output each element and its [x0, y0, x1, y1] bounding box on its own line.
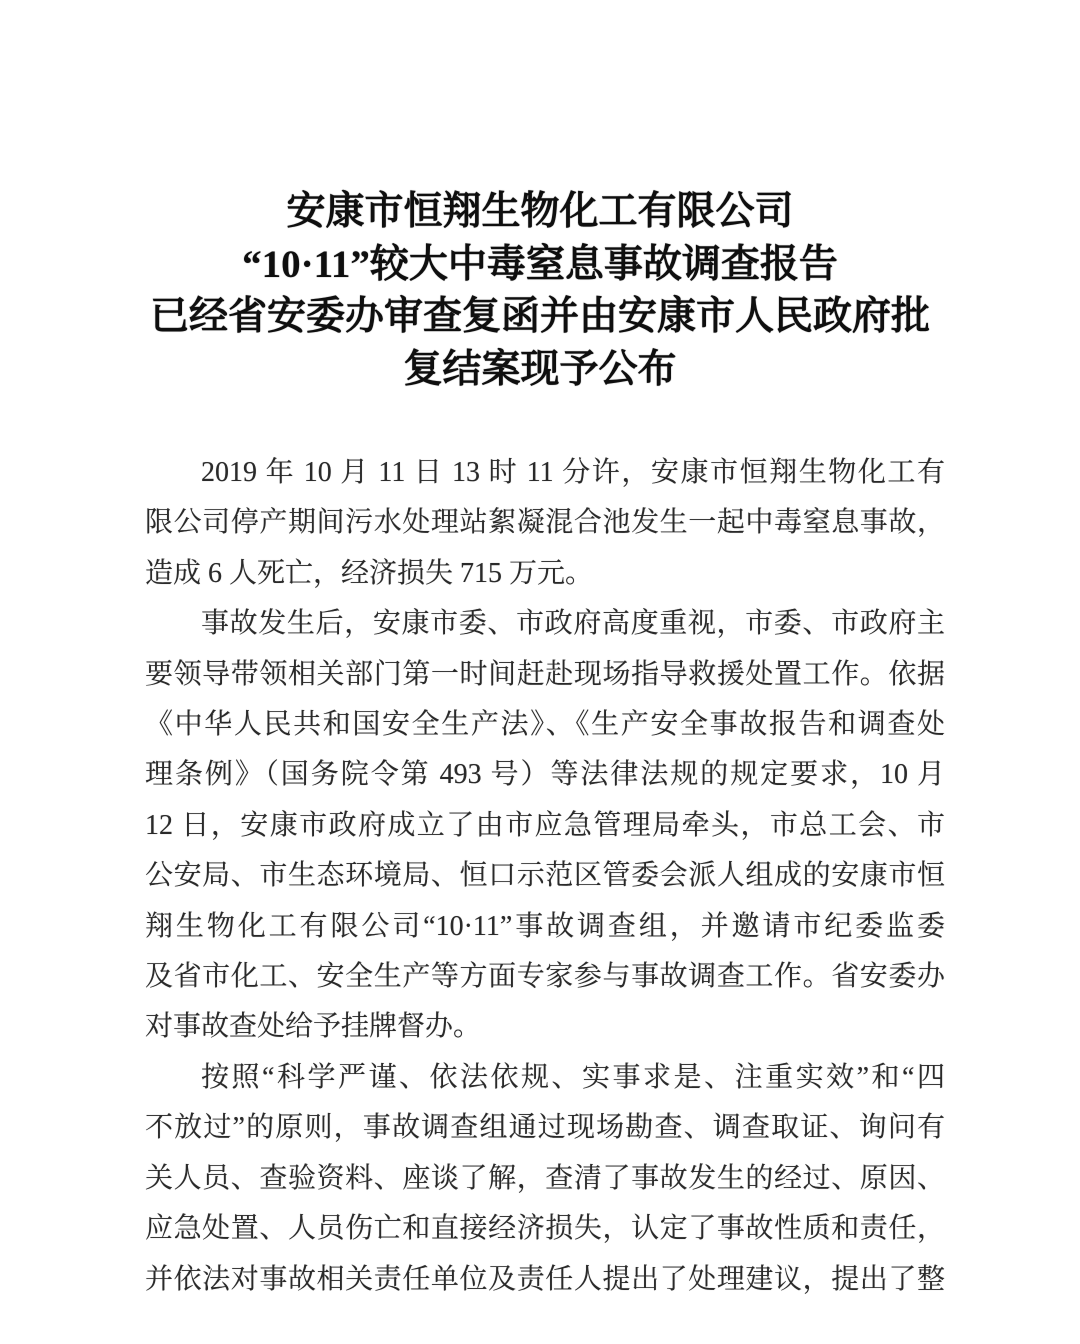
title-line-2: “10·11”较大中毒窒息事故调查报告: [242, 242, 838, 286]
paragraph-2: [145, 599, 945, 1053]
paragraph-3: [145, 1053, 945, 1305]
paragraph-2-line-2: 要领导带领相关部门第一时间赶赴现场指导救援处置工作。依据: [145, 658, 945, 690]
paragraph-3-line-3: 关人员、查验资料、座谈了解，查清了事故发生的经过、原因、: [145, 1162, 945, 1194]
document-body: [145, 448, 945, 1305]
title-line-4: 复结案现予公布: [403, 347, 677, 391]
title-line-1: 安康市恒翔生物化工有限公司: [286, 190, 794, 233]
paragraph-3-line-4: 应急处置、人员伤亡和直接经济损失，认定了事故性质和责任，: [145, 1213, 945, 1245]
paragraph-3-line-1: 按照“科学严谨、依法依规、实事求是、注重实效”和“四: [201, 1061, 945, 1093]
paragraph-2-line-8: 及省市化工、安全生产等方面专家参与事故调查工作。省安委办: [145, 961, 945, 993]
paragraph-1: [145, 448, 945, 599]
paragraph-2-line-4: 理条例》（国务院令第 493 号）等法律法规的规定要求，10 月: [145, 759, 945, 791]
document-title: [140, 186, 940, 396]
paragraph-3-line-5: 并依法对事故相关责任单位及责任人提出了处理建议，提出了整: [145, 1263, 945, 1295]
paragraph-2-line-9: 对事故查处给予挂牌督办。: [145, 1011, 482, 1043]
paragraph-2-line-3: 《中华人民共和国安全生产法》、《生产安全事故报告和调查处: [145, 709, 945, 741]
paragraph-3-line-2: 不放过”的原则，事故调查组通过现场勘查、调查取证、询问有: [145, 1112, 945, 1144]
title-line-3: 已经省安委办审查复函并由安康市人民政府批: [149, 295, 930, 338]
paragraph-1-line-3: 造成 6 人死亡，经济损失 715 万元。: [145, 557, 594, 589]
paragraph-2-line-5: 12 日，安康市政府成立了由市应急管理局牵头，市总工会、市: [145, 809, 945, 841]
paragraph-2-line-6: 公安局、市生态环境局、恒口示范区管委会派人组成的安康市恒: [145, 860, 945, 892]
paragraph-2-line-1: 事故发生后，安康市委、市政府高度重视，市委、市政府主: [201, 608, 945, 640]
paragraph-1-line-2: 限公司停产期间污水处理站絮凝混合池发生一起中毒窒息事故，: [145, 507, 945, 539]
paragraph-1-line-1: 2019 年 10 月 11 日 13 时 11 分许，安康市恒翔生物化工有: [201, 457, 945, 488]
paragraph-2-line-7: 翔生物化工有限公司“10·11”事故调查组，并邀请市纪委监委: [145, 910, 945, 942]
